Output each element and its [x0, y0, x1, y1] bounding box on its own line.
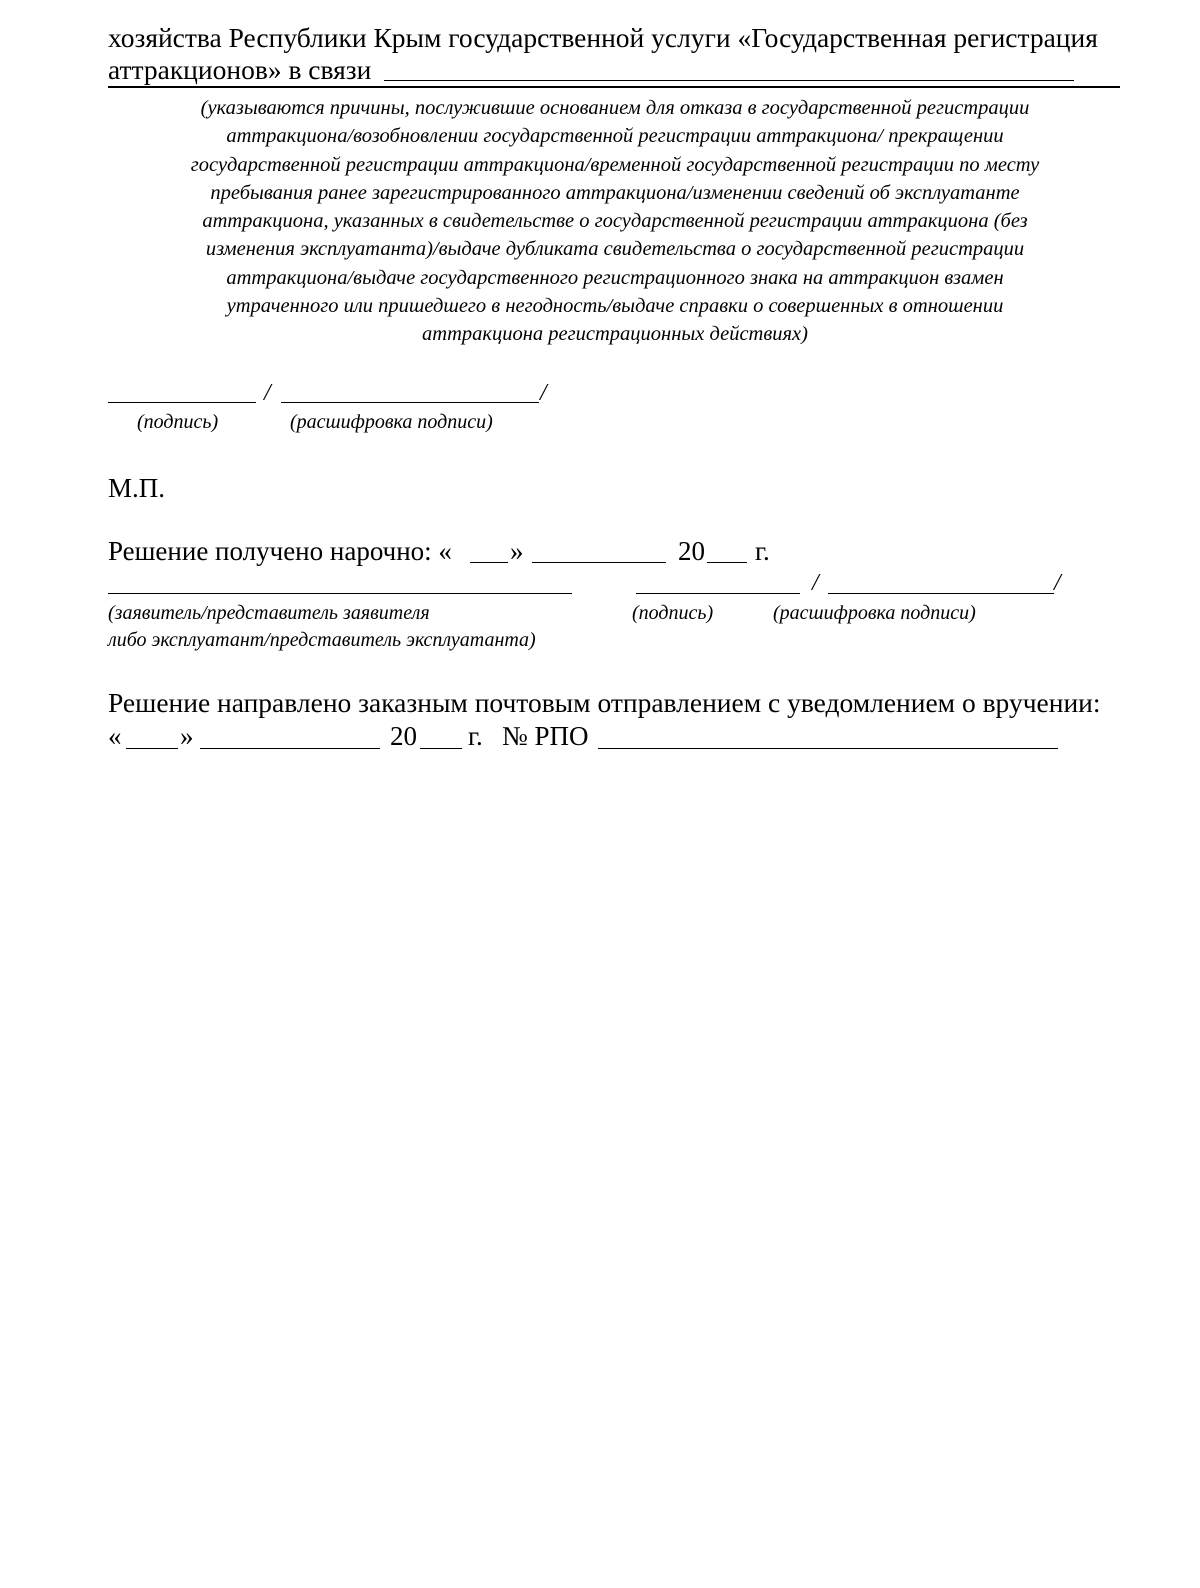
reason-note-line: (указываются причины, послужившие основанием для отказа в государственной регистрации	[200, 97, 1030, 119]
signature-label: (подпись)	[137, 411, 219, 433]
received-month-field[interactable]	[532, 562, 666, 563]
mailed-day-field[interactable]	[126, 748, 178, 749]
signature-line[interactable]	[108, 402, 256, 403]
signature-slash: /	[264, 380, 271, 406]
received-quote-close: »	[510, 536, 524, 566]
reason-note-line: аттракциона/выдаче государственного регистрационного знака на аттракцион взамен	[226, 266, 1004, 289]
signature-decode-label: (расшифровка подписи)	[290, 411, 493, 433]
reason-note-line: аттракциона регистрационных действиях)	[422, 323, 808, 346]
mailed-year-suffix: г.	[468, 721, 483, 751]
applicant-line[interactable]	[108, 593, 572, 594]
mailed-line-1: Решение направлено заказным почтовым отправлением с уведомлением о вручении:	[108, 687, 1101, 718]
reason-note-line: изменения эксплуатанта)/выдаче дубликата свидетельства о государственной регистрации	[205, 238, 1025, 261]
received-day-field[interactable]	[470, 562, 508, 563]
reason-note-line: аттракциона/возобновлении государственной регистрации аттракциона/ прекращении	[226, 125, 1004, 148]
signature-decode-line[interactable]	[281, 402, 539, 403]
received-signature-line[interactable]	[636, 593, 800, 594]
received-prefix: Решение получено нарочно: «	[108, 536, 452, 566]
reason-note-line: государственной регистрации аттракциона/временной государственной регистрации по месту	[190, 153, 1040, 176]
received-decode-label: (расшифровка подписи)	[773, 602, 976, 624]
mailed-month-field[interactable]	[200, 748, 380, 749]
received-year-suffix: г.	[755, 536, 770, 566]
mailed-quote-open: «	[108, 721, 122, 751]
rpo-label: № РПО	[502, 721, 589, 751]
applicant-label-2: либо эксплуатант/представитель эксплуатанта)	[108, 629, 536, 651]
reason-field-underline[interactable]	[384, 80, 1074, 81]
stamp-label: М.П.	[108, 473, 166, 503]
received-year-prefix: 20	[678, 536, 705, 566]
received-year-field[interactable]	[707, 562, 747, 563]
reason-note-line: аттракциона, указанных в свидетельстве о государственной регистрации аттракциона (без	[202, 210, 1028, 233]
reason-note	[100, 94, 1130, 349]
mailed-year-prefix: 20	[390, 721, 417, 751]
reason-note-line: утраченного или пришедшего в негодность/выдаче справки о совершенных в отношении	[226, 295, 1004, 318]
signature-end-slash: /	[540, 380, 547, 406]
received-slash: /	[812, 570, 819, 596]
header-line-2: аттракционов» в связи	[108, 54, 372, 85]
received-decode-line[interactable]	[828, 593, 1054, 594]
mailed-quote-close: »	[180, 721, 194, 751]
mailed-year-field[interactable]	[420, 748, 462, 749]
rpo-number-field[interactable]	[598, 748, 1058, 749]
received-signature-label: (подпись)	[632, 602, 714, 624]
received-end-slash: /	[1054, 570, 1061, 596]
header-line-1: хозяйства Республики Крым государственной услуги «Государственная регистрация	[108, 22, 1098, 53]
applicant-label-1: (заявитель/представитель заявителя	[108, 602, 430, 624]
reason-note-line: пребывания ранее зарегистрированного аттракциона/изменении сведений об эксплуатанте	[210, 181, 1020, 204]
header-rule	[108, 86, 1120, 88]
